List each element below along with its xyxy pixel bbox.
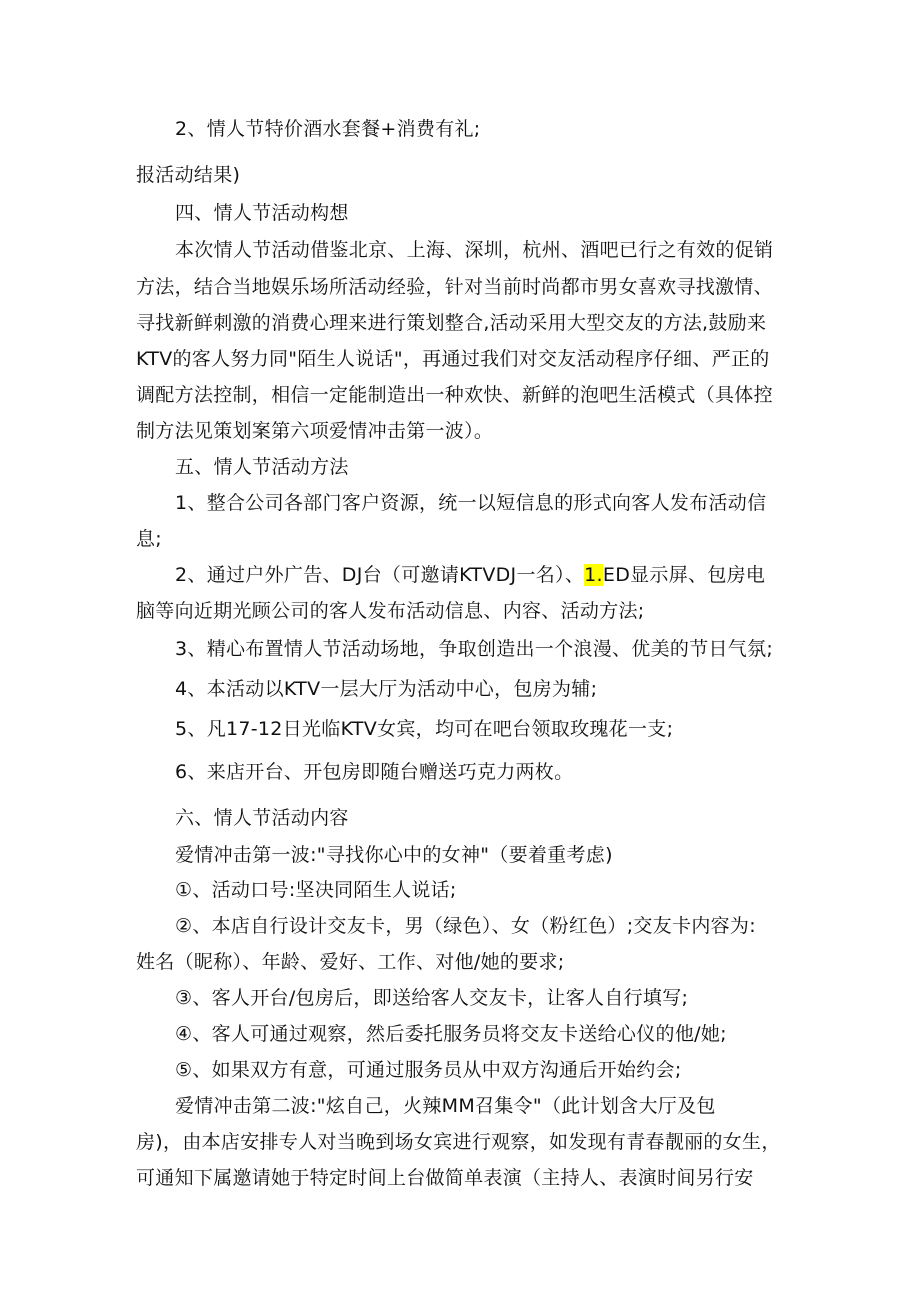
text-line: 调配方法控制，相信一定能制造出一种欢快、新鲜的泡吧生活模式（具体控: [136, 384, 773, 406]
text-line: 制方法见策划案第六项爱情冲击第一波）。: [136, 420, 494, 442]
text-line: 5、凡17-12日光临KTV女宾，均可在吧台领取玫瑰花一支;: [175, 718, 674, 740]
text-line: ②、本店自行设计交友卡，男（绿色）、女（粉红色）;交友卡内容为:: [175, 915, 756, 937]
text-line: 报活动结果): [136, 164, 241, 186]
highlighted-text: 1.: [584, 564, 603, 586]
text-line: 本次情人节活动借鉴北京、上海、深圳，杭州、酒吧已行之有效的促销: [175, 239, 774, 261]
text-line: 房)，由本店安排专人对当晚到场女宾进行观察，如发现有青春靓丽的女生，: [136, 1131, 781, 1153]
text-line: [175, 563, 765, 587]
text-line: KTV的客人努力同"陌生人说话"，再通过我们对交友活动程序仔细、严正的: [136, 348, 770, 370]
text-line: 爱情冲击第二波:"炫自己，火辣MM召集令"（此计划含大厅及包: [175, 1095, 716, 1117]
text-line: 方法，结合当地娱乐场所活动经验，针对当前时尚都市男女喜欢寻找激情、: [136, 276, 773, 298]
text-line: 息;: [136, 528, 163, 550]
text-line: 爱情冲击第一波:"寻找你心中的女神"（要着重考虑): [175, 844, 613, 866]
section-heading: 五、情人节活动方法: [175, 456, 349, 478]
text-line: 脑等向近期光顾公司的客人发布活动信息、内容、活动方法;: [136, 600, 645, 622]
text-line: ③、客人开台/包房后，即送给客人交友卡，让客人自行填写;: [175, 987, 689, 1009]
section-heading: 六、情人节活动内容: [175, 807, 349, 829]
text-line: 3、精心布置情人节活动场地，争取创造出一个浪漫、优美的节日气氛;: [175, 638, 774, 660]
text-line: 姓名（昵称）、年龄、爱好、工作、对他/她的要求;: [136, 951, 565, 973]
text-line: 4、本活动以KTV一层大厅为活动中心，包房为辅;: [175, 678, 598, 700]
text-line: ④、客人可通过观察，然后委托服务员将交友卡送给心仪的他/她;: [175, 1023, 727, 1045]
text-segment: 2、通过户外广告、DJ台（可邀请KTVDJ一名）、: [175, 564, 585, 586]
text-line: ①、活动口号:坚决同陌生人说话;: [175, 879, 457, 901]
section-heading: 四、情人节活动构想: [175, 202, 349, 224]
text-line: ⑤、如果双方有意，可通过服务员从中双方沟通后开始约会;: [175, 1059, 682, 1081]
text-line: 1、整合公司各部门客户资源，统一以短信息的形式向客人发布活动信: [175, 492, 767, 514]
text-line: 可通知下属邀请她于特定时间上台做简单表演（主持人、表演时间另行安: [136, 1167, 754, 1189]
text-line: 2、情人节特价酒水套餐+消费有礼;: [175, 118, 481, 140]
text-segment: ED显示屏、包房电: [602, 564, 766, 586]
text-line: 寻找新鲜刺激的消费心理来进行策划整合,活动采用大型交友的方法,鼓励来: [136, 312, 767, 334]
text-line: 6、来店开台、开包房即随台赠送巧克力两枚。: [175, 761, 574, 783]
